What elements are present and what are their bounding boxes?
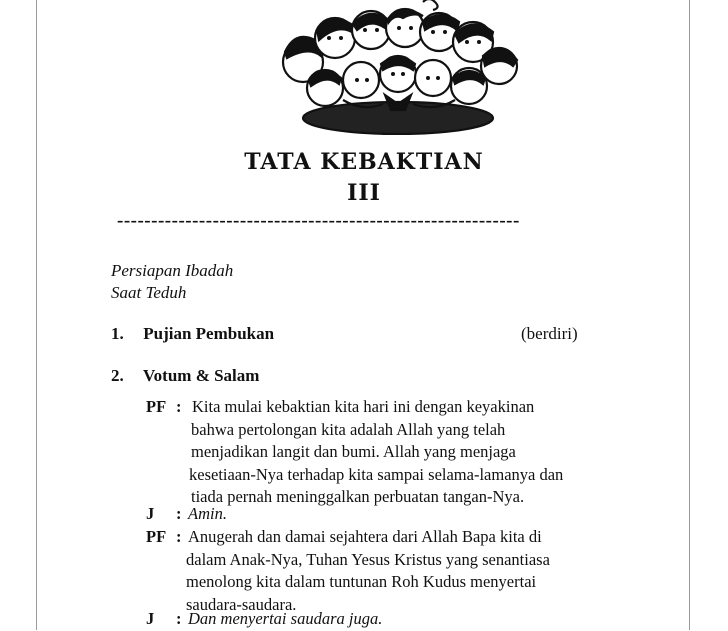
speaker-colon: : <box>176 397 182 416</box>
page-subtitle: III <box>347 180 381 206</box>
item-label: Pujian Pembukan <box>143 324 275 343</box>
dialogue-line: saudara-saudara. <box>186 594 297 614</box>
dialogue-line: menjadikan langit dan bumi. Allah yang menjaga <box>191 442 516 461</box>
document-page <box>36 0 690 630</box>
prep-line-1: Persiapan Ibadah <box>111 261 234 280</box>
speaker-label: J <box>146 609 155 628</box>
group-of-people-illustration <box>273 0 523 135</box>
item-note-standing: (berdiri) <box>521 324 578 343</box>
dialogue-line: tiada pernah meninggalkan perbuatan tangan-Nya. <box>191 487 525 506</box>
dialogue-line: dalam Anak-Nya, Tuhan Yesus Kristus yang senantiasa <box>186 549 550 569</box>
liturgy-item-votum <box>111 366 259 386</box>
prep-line-2: Saat Teduh <box>111 283 187 302</box>
liturgy-item-opening-hymn <box>111 324 274 344</box>
dialogue-line: menolong kita dalam tuntunan Roh Kudus menyertai <box>186 572 537 591</box>
item-label: Votum & Salam <box>142 366 260 385</box>
dialogue-line: Amin. <box>188 504 227 523</box>
speaker-colon: : <box>176 504 182 523</box>
speaker-label: PF <box>146 527 167 546</box>
dialogue-line: Dan menyertai saudara juga. <box>188 609 383 628</box>
dialogue-line: Anugerah dan damai sejahtera dari Allah Bapa kita di <box>188 527 542 546</box>
dialogue-line: kesetiaan-Nya terhadap kita sampai selama-lamanya dan <box>189 464 564 484</box>
speaker-colon: : <box>176 527 182 546</box>
page-title: TATA KEBAKTIAN <box>244 149 484 175</box>
speaker-label: J <box>146 504 155 523</box>
speaker-label: PF <box>146 397 167 416</box>
dashed-divider: ----------------------------------------------------------- <box>117 210 520 231</box>
speaker-colon: : <box>176 609 182 628</box>
item-number: 2. <box>111 366 124 385</box>
dialogue-line: Kita mulai kebaktian kita hari ini dengan keyakinan <box>192 397 535 416</box>
dialogue-line: bahwa pertolongan kita adalah Allah yang telah <box>191 419 506 439</box>
item-number: 1. <box>111 324 124 343</box>
